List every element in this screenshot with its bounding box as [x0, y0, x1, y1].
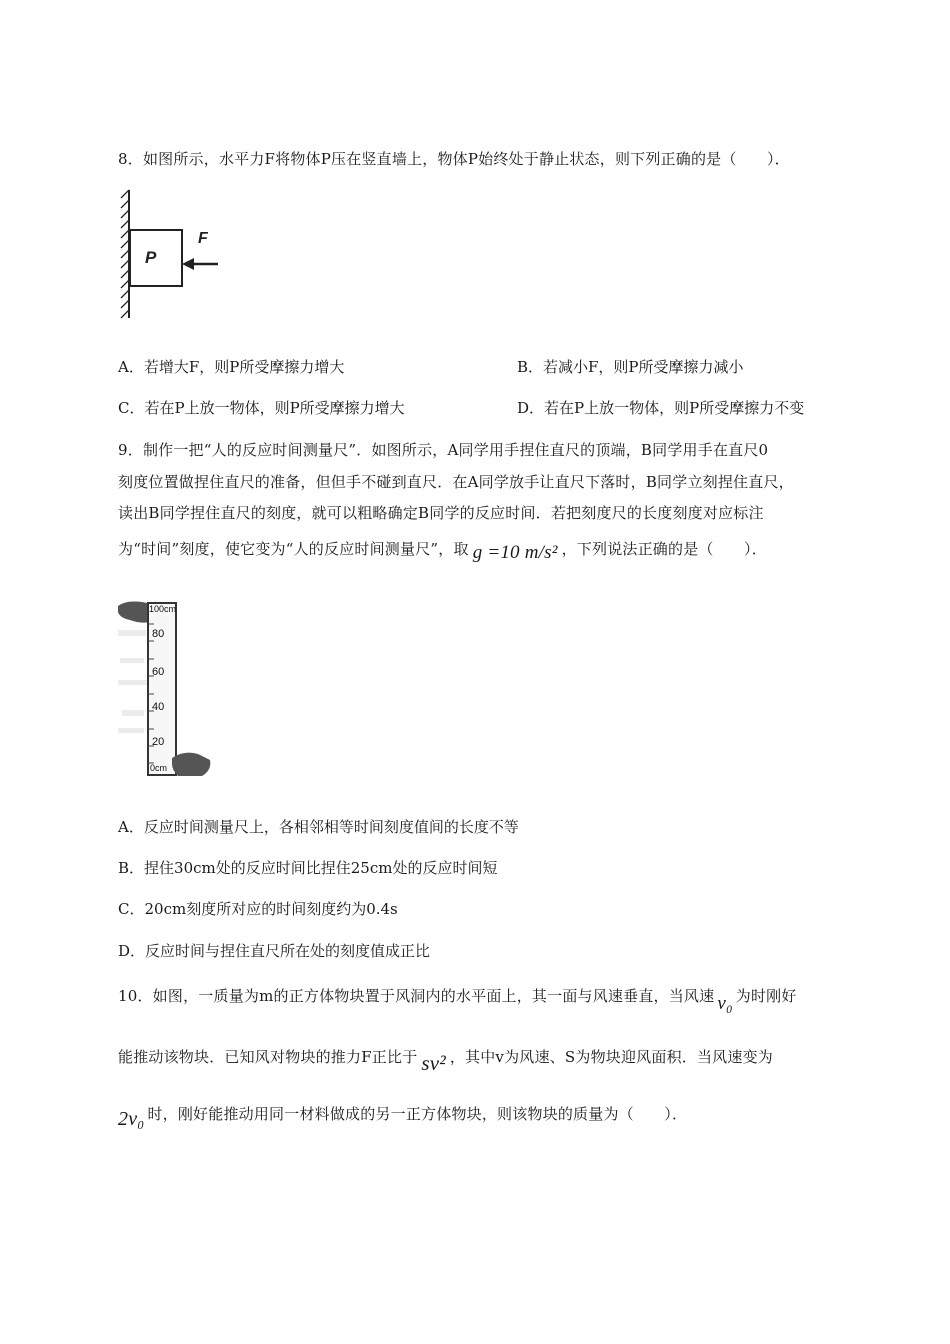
ruler-tick-40: 40 [152, 701, 165, 713]
ruler-tick-20: 20 [152, 736, 165, 748]
q10-line-2-text-a: 能推动该物块．已知风对物块的推力F正比于 [118, 1048, 418, 1066]
q10-line-1 [118, 985, 797, 1014]
q8-stem: 8．如图所示，水平力F将物体P压在竖直墙上，物体P始终处于静止状态，则下列正确的是（ ）． [118, 150, 790, 168]
ruler-bottom-label: 0cm [150, 763, 168, 773]
q9-line-4-text-b: ，下列说法正确的是（ ）． [561, 540, 767, 558]
q9-line-3: 读出B同学捏住直尺的刻度，就可以粗略确定B同学的反应时间．若把刻度尺的长度刻度对应标注 [118, 504, 764, 522]
q9-option-c: C．20cm刻度所对应的时间刻度约为0.4s [118, 900, 398, 918]
q9-figure-ruler [118, 600, 218, 780]
q9-line-2: 刻度位置做捏住直尺的准备，但但手不碰到直尺．在A同学放手让直尺下落时，B同学立刻捏住直尺， [118, 473, 794, 491]
hand-a-top [118, 602, 152, 623]
ruler-tick-60: 60 [152, 666, 165, 678]
q10-line-2 [118, 1043, 773, 1075]
ruler-top-label: 100cm [149, 604, 177, 614]
block-p-label: P [145, 248, 157, 267]
q8-figure-wall-block [118, 188, 228, 323]
q9-option-d: D．反应时间与捏住直尺所在处的刻度值成正比 [118, 942, 431, 960]
q10-2v0: 2v₀ [118, 1108, 145, 1130]
q9-option-b: B．捏住30cm处的反应时间比捏住25cm处的反应时间短 [118, 859, 498, 877]
q10-sv2: sv² [421, 1051, 446, 1075]
q8-option-d: D．若在P上放一物体，则P所受摩擦力不变 [517, 399, 805, 417]
q10-line-3 [118, 1102, 688, 1130]
q9-line-4 [118, 538, 767, 563]
wall-hatching [121, 190, 129, 318]
q9-line-4-text-a: 为“时间”刻度，使它变为“人的反应时间测量尺”，取 [118, 540, 469, 558]
q10-line-2-text-b: ，其中v为风速、S为物块迎风面积．当风速变为 [449, 1048, 773, 1066]
q9-line-1: 9．制作一把“人的反应时间测量尺”．如图所示，A同学用手捏住直尺的顶端，B同学用手在直尺0 [118, 441, 769, 459]
q8-option-c: C．若在P上放一物体，则P所受摩擦力增大 [118, 399, 405, 417]
q10-line-3-text: 时，刚好能推动用同一材料做成的另一正方体物块，则该物块的质量为（ ）． [147, 1105, 688, 1123]
q8-option-b: B．若减小F，则P所受摩擦力减小 [517, 358, 744, 376]
faint-background [118, 630, 148, 733]
hand-b-bottom [172, 753, 210, 776]
q8-option-a: A．若增大F，则P所受摩擦力增大 [118, 358, 345, 376]
force-label: F [198, 230, 208, 247]
force-arrowhead [182, 258, 194, 270]
q10-line-1-text-b: 为时刚好 [735, 987, 797, 1005]
q9-formula-g: g =10 m/s² [472, 542, 558, 563]
q10-v0: v₀ [717, 993, 733, 1014]
ruler-tick-80: 80 [152, 628, 165, 640]
q9-option-a: A．反应时间测量尺上，各相邻相等时间刻度值间的长度不等 [118, 818, 519, 836]
q10-line-1-text-a: 10．如图，一质量为m的正方体物块置于风洞内的水平面上，其一面与风速垂直，当风速 [118, 987, 715, 1005]
